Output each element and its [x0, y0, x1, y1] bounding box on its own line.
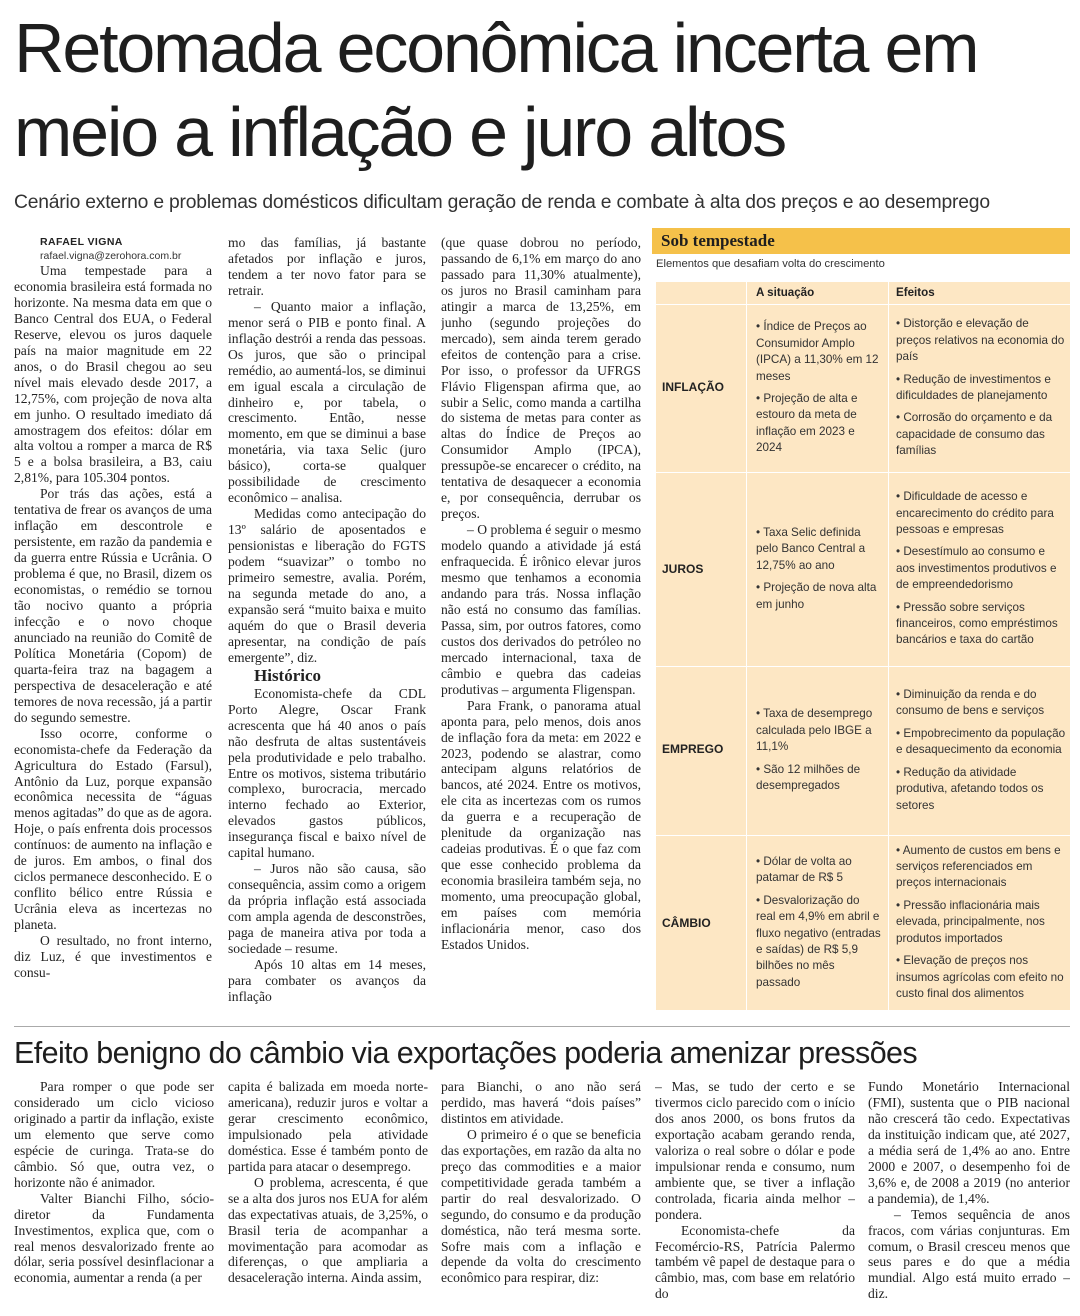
situation-item: • Dólar de volta ao patamar de R$ 5	[756, 854, 852, 885]
situation-item: • Índice de Preços ao Consumidor Amplo (IPCA) a 11,30% em 12 meses	[756, 320, 879, 383]
row-label-emprego: EMPREGO	[662, 742, 724, 756]
paragraph: Valter Bianchi Filho, sócio-diretor da Fundamenta Investimentos, explica que, com o real menos desvalorizado frente ao dólar, seria possível desinflacionar a economia, aumentar a renda (a per	[14, 1190, 214, 1286]
situation-item: • Projeção de nova alta em junho	[756, 581, 877, 611]
effect-item: • Corrosão do orçamento e da capacidade de consumo das famílias	[896, 411, 1053, 458]
row-label-juros: JUROS	[662, 562, 704, 576]
author-name: RAFAEL VIGNA	[40, 236, 123, 248]
subheadline: Cenário externo e problemas domésticos dificultam geração de renda e combate à alta dos preços e ao desemprego	[14, 192, 990, 213]
row-label-inflacao: INFLAÇÃO	[662, 380, 724, 394]
infobox-title: Sob tempestade	[652, 228, 1070, 254]
article2-column-2	[228, 1079, 428, 1311]
column-divider	[888, 282, 889, 1010]
row-divider	[656, 472, 1070, 473]
section-divider	[14, 1026, 1070, 1027]
effect-item: • Aumento de custos em bens e serviços referenciados em preços internacionais	[896, 843, 1061, 890]
paragraph: – O problema é seguir o mesmo modelo quando a atividade já está enfraquecida. É irônico elevar juros mesmo que tenhamos a economia andando para trás. Nossa inflação não está no consumo das famílias. Passa, sim, por outros fatores, como custos dos derivados do petróleo no mercado internacional, taxa de câmbio e quebra das cadeias produtivas – argumenta Fligenspan.	[441, 522, 641, 697]
effect-item: • Elevação de preços nos insumos agrícolas com efeito no custo final dos alimentos	[896, 954, 1064, 1000]
article2-column-1	[14, 1079, 214, 1311]
effect-item: • Distorção e elevação de preços relativos na economia do país	[896, 317, 1065, 364]
effects-cell	[896, 668, 1066, 833]
infobox-subtitle: Elementos que desafiam volta do crescimento	[656, 258, 885, 270]
situation-item: • Taxa Selic definida pelo Banco Central a 12,75% ao ano	[756, 525, 866, 572]
situation-item: • Desvalorização do real em 4,9% em abril e fluxo negativo (entradas e saídas) de R$ 5,9 bilhões no mês passado	[756, 893, 881, 989]
paragraph: – Mas, se tudo der certo e se tivermos ciclo parecido com o início dos anos 2000, os bons frutos da exportação acabam gerando renda, valoriza o real sobre o dólar e pode impulsionar renda e consumo, num ambiente que, se tiver a inflação controlada, ficaria ainda melhor – pondera.	[655, 1079, 855, 1222]
secondary-headline: Efeito benigno do câmbio via exportações poderia amenizar pressões	[14, 1036, 918, 1070]
effect-item: • Diminuição da renda e do consumo de bens e serviços	[896, 688, 1045, 718]
article2-column-3	[441, 1079, 641, 1311]
paragraph: Fundo Monetário Internacional (FMI), sustenta que o PIB nacional não crescerá tão cedo. Expectativas da instituição indicam que, até 2027, a média será de 1,4% ao ano. Entre 2000 e 2007, o desempenho foi de 3,6% e, de 2008 a 2019 (no anterior a pandemia), de 1,4%.	[868, 1079, 1070, 1206]
effect-item: • Pressão inflacionária mais elevada, principalmente, nos produtos importados	[896, 898, 1045, 945]
paragraph: Para Frank, o panorama atual aponta para, pelo menos, dois anos de inflação fora da meta: em 2022 e 2023, podendo se alastrar, como antecipam alguns relatórios de bancos, até 2024. Entre os motivos, ele cita as incertezas com os rumos da guerra e a recuperação de plenitude da organização nas cadeias produtivas. É o que faz com que esse conhecido problema da economia brasileira também seja, no momento, uma preocupação global, em países com memória inflacionária menor, caso dos Estados Unidos.	[441, 697, 641, 952]
effect-item: • Redução da atividade produtiva, afetando todos os setores	[896, 765, 1044, 812]
paragraph: Economista-chefe da CDL Porto Alegre, Oscar Frank acrescenta que há 40 anos o país não desfruta de altas sustentáveis pela produtividade e pelo trabalho. Entre os motivos, sistema tributário complexo, burocracia, mercado interno fechado ao Exterior, elevados gastos públicos, insegurança fiscal e baixo nível de capital humano.	[228, 685, 426, 861]
infobox-table	[656, 282, 1070, 1010]
paragraph: – Quanto maior a inflação, menor será o PIB e ponto final. A inflação destrói a renda das pessoas. Os juros, que são o principal remédio, ao aumentá-los, se diminui em igual escala a circulação de dinheiro e, por tabela, o crescimento. Então, nesse momento, em que se diminui a base monetária, via taxa Selic (juro básico), corta-se qualquer possibilidade de crescimento econômico – analisa.	[228, 298, 426, 506]
paragraph: O resultado, no front interno, diz Luz, é que investimentos e consu-	[14, 933, 212, 980]
effects-cell	[896, 837, 1066, 1008]
effect-item: • Empobrecimento da população e desaquecimento da economia	[896, 726, 1066, 757]
row-divider	[656, 835, 1070, 836]
effect-item: • Pressão sobre serviços financeiros, como empréstimos bancários e taxa do cartão	[896, 600, 1058, 647]
paragraph: Uma tempestade para a economia brasileira está formada no horizonte. Na mesma data em que o Banco Central dos EUA, o Federal Reserve, elevou os juros daquele país na maior magnitude em 22 anos, o do Brasil chegou ao seu nível mais elevado desde 2017, a 12,75%, com projeção de nova alta em junho. O resultado imediato dá amostragem dos efeitos: dólar em alta voltou a romper a marca de R$ 5 e a bolsa brasileira, a B3, caiu 2,81%, para 105.304 pontos.	[14, 263, 212, 486]
paragraph: Após 10 altas em 14 meses, para combater os avanços da inflação	[228, 956, 426, 1004]
paragraph: Isso ocorre, conforme o economista-chefe da Federação da Agricultura do Estado (Farsul), Antônio da Luz, porque expansão econômica necessita de “águas menos agitadas” do que as de agora. Hoje, o país enfrenta dois processos contínuos: de aumento na inflação e de juros. Em ambos, o final dos ciclos permanece desconhecido. E o conflito bélico entre Rússia e Ucrânia eleva as incertezas no planeta.	[14, 725, 212, 933]
paragraph: mo das famílias, já bastante afetados por inflação e juros, tendem a ter novo fator para se retrair.	[228, 235, 426, 298]
article-column-2	[228, 235, 426, 1015]
paragraph: capita é balizada em moeda norte-americana), reduzir juros e voltar a gerar crescimento econômico, impulsionado pela atividade doméstica. Esse é também ponto de partida para atacar o desemprego.	[228, 1079, 428, 1174]
effects-cell	[896, 474, 1066, 664]
effect-item: • Desestímulo ao consumo e aos investimentos produtivos e de empreendedorismo	[896, 545, 1057, 592]
paragraph: Medidas como antecipação do 13º salário de aposentados e pensionistas e liberação do FGTS podem “suavizar” o tombo no primeiro semestre, avalia. Porém, na segunda metade do ano, a expansão será “muito baixa e muito aquém do que o Brasil deveria apresentar, na condição de país emergente”, diz.	[228, 506, 426, 665]
effect-item: • Redução de investimentos e dificuldades de planejamento	[896, 372, 1051, 402]
paragraph: – Juros não são causa, são consequência, assim como a origem da própria inflação está associada com ampla agenda de desconstrões, paga de maneira ativa por toda a sociedade – resume.	[228, 861, 426, 956]
infobox	[652, 228, 1070, 1016]
author-email[interactable]: rafael.vigna@zerohora.com.br	[40, 250, 182, 262]
situation-item: • São 12 milhões de desempregados	[756, 762, 861, 793]
headline: Retomada econômica incerta em meio a inflação e juro altos	[14, 9, 978, 171]
paragraph: Para romper o que pode ser considerado um ciclo vicioso originado a partir da inflação, existe um elemento que serve como espécie de curinga. Trata-se do câmbio. Só que, outra vez, o horizonte não é animador.	[14, 1079, 214, 1190]
paragraph: Por trás das ações, está a tentativa de frear os avanços de uma inflação em descontrole e persistente, em razão da pandemia e da guerra entre Rússia e Ucrânia. O problema é que, no Brasil, dizem os economistas, o remédio se tornou tão nocivo quanto a própria infecção e o novo choque anunciado na reunião do Comitê de Política Monetária (Copom) de quarta-feira traz na bagagem a perspectiva de desaceleração e até temores de nova recessão, já a partir do segundo semestre.	[14, 486, 212, 725]
effect-item: • Dificuldade de acesso e encarecimento do crédito para pessoas e empresas	[896, 490, 1054, 536]
article2-column-5	[868, 1079, 1070, 1311]
row-divider	[656, 666, 1070, 667]
situation-cell	[756, 668, 882, 833]
paragraph: – Temos sequência de anos fracos, com várias conjunturas. Em comum, o Brasil cresceu menos que seus pares e do que a média mundial. Algo está muito errado – diz.	[868, 1206, 1070, 1302]
row-label-cambio: CÂMBIO	[662, 916, 711, 930]
situation-cell	[756, 474, 882, 664]
paragraph: Economista-chefe da Fecomércio-RS, Patrícia Palermo também vê papel de destaque para o câmbio, mas, com base em relatório do	[655, 1222, 855, 1302]
paragraph: (que quase dobrou no período, passando de 6,1% em março do ano passado para 11,30% atualmente), os juros no Brasil caminham para atingir a marca de 13,25%, em junho (segundo projeções do mercado), sem ainda terem gerado efeitos de contenção para a crise. Por isso, o professor da UFRGS Flávio Fligenspan afirma que, ao subir a Selic, como manda a cartilha do sistema de metas para conter as altas do Índice de Preços ao Consumidor Amplo (IPCA), pressupõe-se encarecer o crédito, na tentativa de desaquecer a economia e, por consequência, derrubar os preços.	[441, 235, 641, 522]
paragraph: O problema, acrescenta, é que se a alta dos juros nos EUA for além das expectativas atuais, de 3,25%, o Brasil teria de acompanhar a movimentação para acomodar as diferenças, o que ampliaria a desaceleração interna. Ainda assim,	[228, 1174, 428, 1286]
paragraph: O primeiro é o que se beneficia das exportações, em razão da alta no preço das commodities e a maior competitividade gerada também a partir do real desvalorizado. O segundo, do consumo e da produção doméstica, não terá mesma sorte. Sofre mais com a inflação e depende da volta do crescimento econômico para respirar, diz:	[441, 1126, 641, 1286]
situation-cell	[756, 306, 882, 470]
situation-item: • Projeção de alta e estouro da meta de inflação em 2023 e 2024	[756, 392, 858, 455]
article-column-3	[441, 235, 641, 1015]
header-situation: A situação	[756, 286, 815, 299]
article-column-1	[14, 235, 212, 1015]
paragraph: para Bianchi, o ano não será perdido, mas haverá “dois países” distintos em atividade.	[441, 1079, 641, 1126]
situation-item: • Taxa de desemprego calculada pelo IBGE a 11,1%	[756, 707, 873, 754]
article2-column-4	[655, 1079, 855, 1311]
header-effects: Efeitos	[896, 286, 935, 299]
intertitle: Histórico	[254, 665, 322, 685]
effects-cell	[896, 306, 1066, 470]
row-divider	[656, 304, 1070, 305]
situation-cell	[756, 837, 882, 1008]
